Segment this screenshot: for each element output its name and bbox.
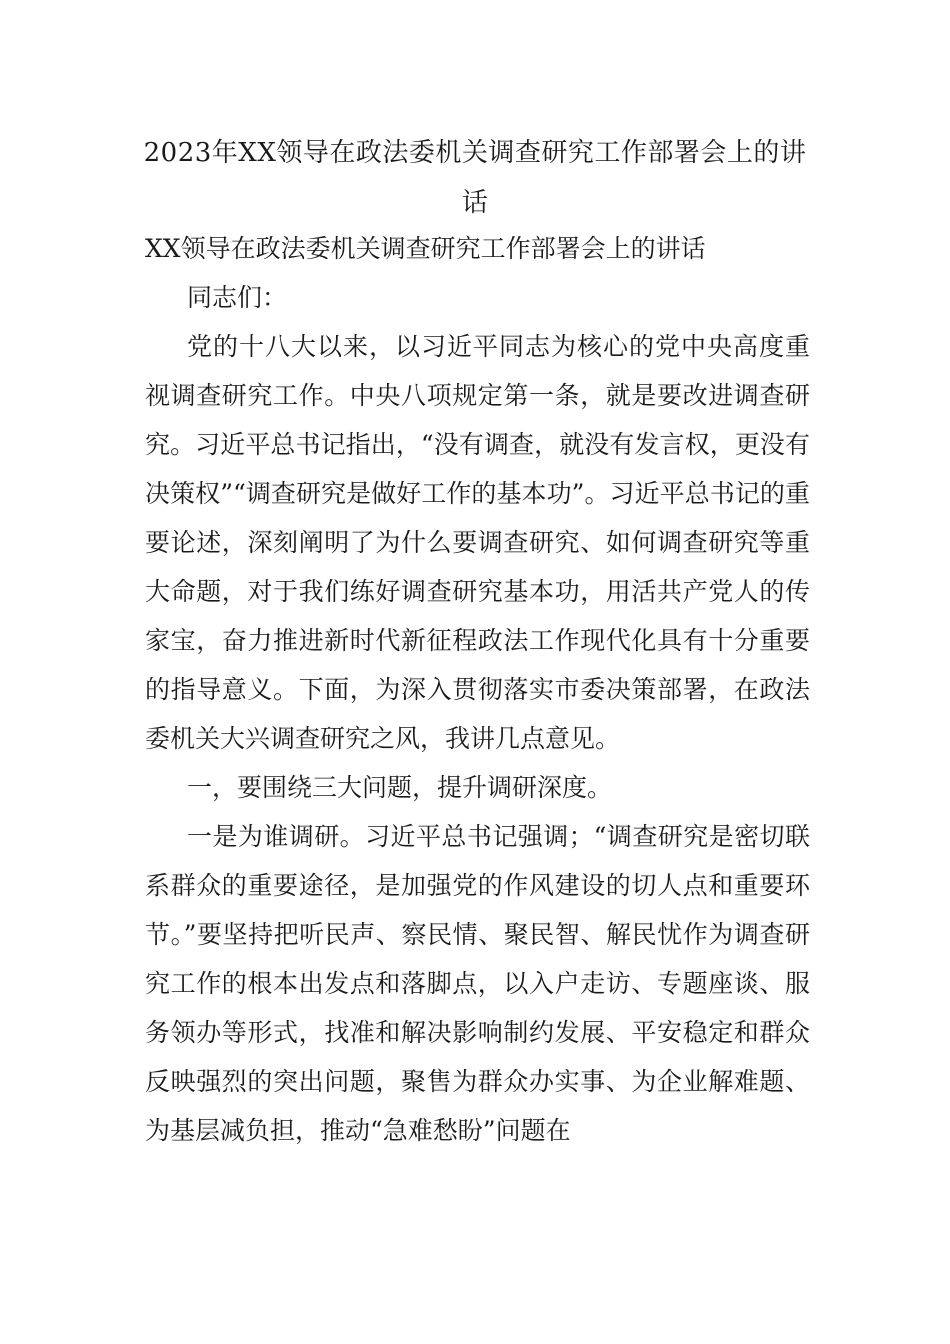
document-title: 2023年XX领导在政法委机关调查研究工作部署会上的讲话 [143, 138, 807, 218]
body-paragraph: 一是为谁调研。习近平总书记强调；“调查研究是密切联系群众的重要途径，是加强党的作风建设的切人点和重要环节。”要坚持把听民声、察民情、聚民智、解民忧作为调查研究工作的根本出发点和落脚点，以入户走访、专题座谈、服务领办等形式，找准和解决影响制约发展、平安稳定和群众反映强烈的突出问题，聚售为群众办实事、为企业解难题、为基层减负担，推动“急难愁盼”问题在 [145, 822, 810, 1145]
section-heading-paragraph: 一，要围绕三大问题，提升调研深度。 [187, 773, 613, 802]
document-body [145, 224, 810, 1155]
document-subtitle: XX领导在政法委机关调查研究工作部署会上的讲话 [145, 234, 706, 263]
intro-paragraph: 党的十八大以来，以习近平同志为核心的党中央高度重视调查研究工作。中央八项规定第一条，就是要改进调查研究。习近平总书记指出，“没有调查，就没有发言权，更没有决策权”“调查研究是做好工作的基本功”。习近平总书记的重要论述，深刻阐明了为什么要调查研究、如何调查研究等重大命题，对于我们练好调查研究基本功，用活共产党人的传家宝，奋力推进新时代新征程政法工作现代化具有十分重要的指导意义。下面，为深入贯彻落实市委决策部署，在政法委机关大兴调查研究之风，我讲几点意见。 [145, 332, 810, 753]
salutation-paragraph: 同志们： [187, 283, 288, 312]
